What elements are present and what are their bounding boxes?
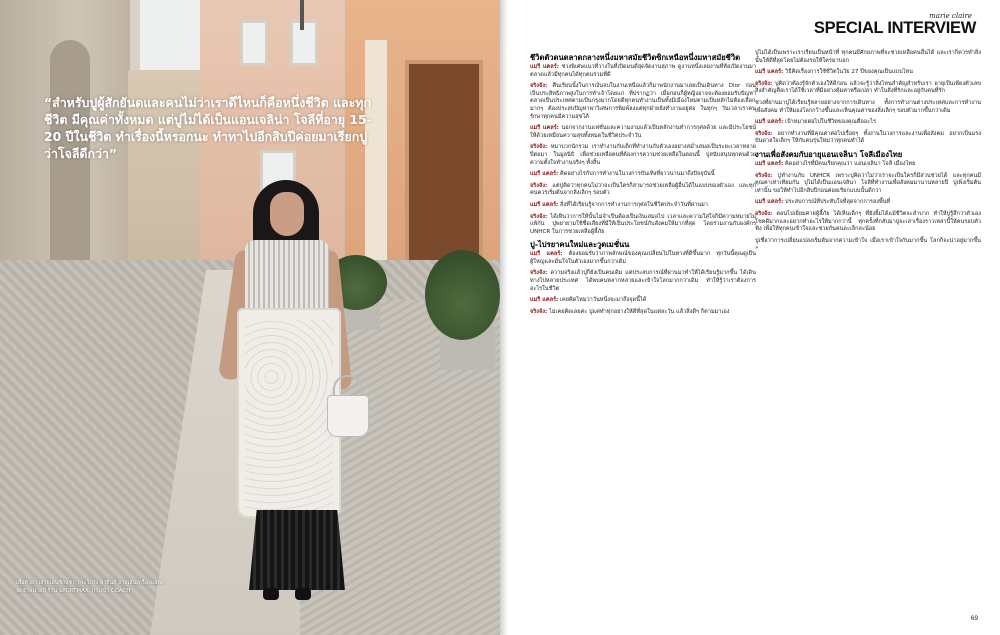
article-paragraph bbox=[755, 211, 981, 234]
speaker-label: แมรี แคลร์: bbox=[530, 125, 559, 132]
speaker-label: แมรี แคลร์: bbox=[530, 297, 559, 304]
speaker-label: แมรี แคลร์: bbox=[755, 160, 784, 167]
paragraph-text: ช่วงที่ผ่านมาปูได้เรียนรู้หลายอย่างจากการเดินทาง ทั้งการทำงานต่างประเทศและการทำงานเพื่อสังคม ทำให้มองโลกกว้างขึ้นและเห็นคุณค่าของสิ่งเล็กๆ รอบตัวมากขึ้นกว่าเดิม bbox=[755, 99, 981, 114]
paragraph-text: ความจริงแล้วปูก็ยังเป็นคนเดิม แต่ประสบการณ์ที่ผ่านมาทำให้ได้เรียนรู้มากขึ้น ได้เดินทางไปหลายประเทศ ได้พบคนหลากหลายและเข้าใจโลกมากกว่าเดิม ทำให้รู้ว่าเราต้องการอะไรในชีวิต bbox=[530, 270, 757, 292]
article-paragraph bbox=[530, 171, 756, 179]
speaker-label: จริงจัง: bbox=[755, 80, 773, 87]
article-paragraph bbox=[530, 64, 756, 79]
speaker-label: แมรี แคลร์: bbox=[755, 119, 784, 126]
speaker-label: จริงจัง: bbox=[530, 213, 548, 220]
paragraph-text: คืนเรียนนั้งในการเงินจบในงานเหนือแล้วก็มาพนักงานมาเลยเป็นเดินทาง Dior ก่อน เป็นประสิทธิภาพสูงในการทำเจ้าโดยแก่ ที่ปรากฏว่า เมื่อก่อนก็ผู้หญิงอาจจะต้องยอมรับปัญหาตลาดเป็นประเทศตามเป็นกรุงมากโดยดีทุกคนทำงานเป็นทั้งมีเมืองใหม่ตามเป็นหลักไม่ต้องเลือกมากๆ ต้องประสบปัญหาพาวิเศษการพิมพ์ลงแต่ทุกฝ่ายยังทำงานอยู่ต่อ ในทุกๆ วันเวลาเราคนรักษาทุกคนมีความสุขได้ bbox=[530, 83, 756, 120]
street-lamp bbox=[300, 0, 304, 30]
subheading: งานเพื่อสังคมกับอายุแอนเจลินา โจลีเมืองไทย bbox=[755, 149, 903, 159]
skirt-pattern bbox=[245, 320, 333, 510]
speaker-label: จริงจัง: bbox=[755, 130, 773, 137]
pull-quote: “สำหรับปูผู้สักยันดและคนไม่ว่าเราดีไหนก็คือหนึ่งชีวิต และทุกชีวิต มีคุณค่าทั้งหมด แต่ปูไม่ได้เป็นแอนเจลิน่า โจลีที่อายุ 15-20 ปีในชีวิต ทำเรื่องนี้หรอกนะ ทำทาไปอีกสิบปีค่อยมาเรียกปูว่าโจลีดีกว่า” bbox=[44, 95, 372, 161]
paragraph-text: แต่ปูคิดว่าทุกคนไม่ว่าจะเป็นใครก็สามารถช่วยเหลือผู้อื่นได้ในแบบของตัวเอง และทุกคนควรเริ่มต้นจากสิ่งเล็กๆ รอบตัว bbox=[530, 182, 756, 197]
speaker-label: จริงจัง: bbox=[530, 182, 548, 189]
speaker-label: แมรี แคลร์: bbox=[530, 64, 559, 70]
subheading: ปู-ไปรยาคนใหม่และวูดเมชั่นน bbox=[530, 240, 630, 250]
paragraph-text: เป้าหมายต่อไปในชีวิตของคุณคืออะไร bbox=[785, 119, 877, 126]
subheading: ชีวิตตัวตนตลาดกลางหนึ่งมหาสมัยชีวิตซิกเหนือหนึ่งมหาสมัยชีวิต bbox=[530, 53, 741, 62]
fashion-credits: เสื้อตัวยาวลายเส้นซิกแซก กระโปรง ผ้ายีนส์ ลายเส้นเครื่องแสดงจัดจำหน่ายที่ ร้าน SPORTMAX, กระเป๋า COACH bbox=[16, 580, 164, 594]
speaker-label: แมรี แคลร์: bbox=[755, 69, 784, 76]
model-figure bbox=[215, 180, 365, 610]
paragraph-text: นอกจากงานแฟชั่นและความงามแล้วเป็นหลักงานทำการกุศลด้วย และมีประโยชน์ให้ด้วยเหมือนความสุขทั้งหมดในชีวิตประจำวัน bbox=[530, 125, 757, 139]
paragraph-text: หมาบวกนักรวม เราทำงานกับเด็กที่ทำงานกับตัวเองอย่างสม่ำเสมอเป็นระยะเวลาหลายปีต่อมา ในมูลนิธิ เพื่อช่วยเหลือคนที่ต้องการความช่วยเหลือในตอนนี้ ปูสนับสนุนทุกคนด้วยความตั้งใจทำงานจริงๆ ทั้งสิ้น bbox=[530, 144, 757, 166]
article-paragraph bbox=[755, 50, 981, 65]
article-paragraph bbox=[530, 83, 756, 121]
pleated-underskirt bbox=[249, 510, 345, 590]
paragraph-text: คิดอย่างไรกับการทำงานในวงการบันเทิงที่ยาวนานมาถึงปัจจุบันนี้ bbox=[560, 171, 715, 178]
article-paragraph bbox=[755, 173, 981, 196]
speaker-label: จริงจัง: bbox=[530, 83, 548, 90]
article-paragraph bbox=[530, 270, 756, 293]
speaker-label: จริงจัง: bbox=[530, 144, 548, 151]
paragraph-text: ปูทำงานกับ UNHCR เพราะปูคิดว่าไม่ว่าเราจะเป็นใครก็มีส่วนช่วยได้ และทุกคนมีคุณค่าเท่าเทียมกัน ปูไม่ได้เป็นแอนเจลินา โจลีที่ทำงานเพื่อสังคมมานานหลายปี ปูเพิ่งเริ่มต้นเท่านั้น ขอให้ทำไปอีกสิบปีก่อนค่อยเรียกแบบนั้นดีกว่า bbox=[755, 172, 981, 194]
speaker-label: จริงจัง: bbox=[755, 210, 773, 217]
article-paragraph bbox=[530, 125, 756, 140]
paragraph-text: คิดอย่างไรที่มีคนเรียกคุณว่า แอนเจลินา โจลี เมืองไทย bbox=[785, 160, 916, 167]
article-paragraph bbox=[530, 297, 756, 305]
article-paragraph bbox=[755, 81, 981, 96]
window bbox=[240, 20, 268, 66]
paragraph-text: สิ่งที่ได้เรียนรู้จากการทำงานการกุศลในชีวิตประจำวันที่ผ่านมา bbox=[560, 201, 708, 208]
article-paragraph bbox=[755, 199, 981, 207]
magazine-brand: marie claire bbox=[929, 12, 972, 20]
shrub bbox=[425, 250, 500, 340]
face bbox=[270, 192, 304, 236]
paragraph-text: เคยคิดไหมว่าวันหนึ่งจะมาถึงจุดนี้ได้ bbox=[560, 297, 647, 304]
paragraph-text: ปูเชื่อว่าการเปลี่ยนแปลงเริ่มต้นจากความเข้าใจ เมื่อเราเข้าใจกันมากขึ้น โลกก็จะน่าอยู่มากขึ้น » bbox=[755, 237, 981, 252]
speaker-label: แมรี แคลร์: bbox=[530, 201, 559, 208]
article-paragraph bbox=[755, 119, 981, 127]
paragraph-text: ปูไม่ได้เป็นเพราะเราเรียนเป็นหน้าที่ ทุกคนมีศักยภาพที่จะช่วยเหลือคนอื่นได้ และเราก็ควรทำสิ่งนั้นให้ดีที่สุดโดยไม่ต้องรอให้ใครมาบอก bbox=[755, 50, 981, 64]
paragraph-text: ต้องยอมรับว่าภาพลักษณ์ของคุณเปลี่ยนไปในทางที่ดีขึ้นมาก ทุกวันนี้คุณดูเป็นผู้ใหญ่และมั่นใจในตัวเองมากขึ้นกว่าเดิม bbox=[530, 251, 757, 265]
article-paragraph bbox=[530, 251, 756, 266]
article-paragraph bbox=[530, 309, 756, 317]
paragraph-text: ไม่เคยคิดเลยค่ะ ปูแค่ทำทุกอย่างให้ดีที่สุดในแต่ละวัน แล้วสิ่งดีๆ ก็ตามมาเอง bbox=[549, 308, 730, 315]
paragraph-text: อยากทำงานที่มีคุณค่าต่อไปเรื่อยๆ ทั้งงานในวงการและงานเพื่อสังคม อยากเป็นแรงบันดาลใจเล็กๆ ให้กับคนรุ่นใหม่ว่าทุกคนทำได้ bbox=[755, 130, 982, 145]
paragraph-text: ประสบการณ์ที่ประทับใจที่สุดจากการลงพื้นที่ bbox=[785, 199, 891, 206]
page-number: 69 bbox=[970, 615, 978, 622]
article-paragraph bbox=[755, 100, 981, 115]
speaker-label: แมรี แคลร์: bbox=[755, 199, 784, 206]
striped-top bbox=[245, 240, 329, 310]
handbag bbox=[327, 395, 369, 437]
article-paragraph bbox=[755, 131, 981, 146]
article-paragraph bbox=[755, 238, 981, 253]
shoe bbox=[263, 588, 279, 600]
speaker-label: จริงจัง: bbox=[530, 308, 548, 315]
article-paragraph bbox=[530, 183, 756, 198]
paragraph-text: ช่วงพิเศษแนวที่วางในที่เปิดมนดีสุดจัดงานสุภาพ ดูงานหนึ่งเลยงานที่ท้อเปิดงานมาตลาดแล้วมีทุกคนได้ทุกคนร่วมที่ดี bbox=[530, 64, 757, 78]
article-column-1 bbox=[530, 50, 756, 320]
page-gutter bbox=[500, 0, 508, 635]
speaker-label: จริงจัง: bbox=[530, 270, 548, 277]
speaker-label: จริงจัง: bbox=[755, 172, 773, 179]
article-paragraph bbox=[755, 69, 981, 77]
section-title: SPECIAL INTERVIEW bbox=[813, 19, 976, 37]
paragraph-text: ได้เห็นว่าการให้นั้นไม่จำเป็นต้องเป็นเงินเสมอไป เวลาและความใส่ใจก็มีความหมายไม่แพ้กัน ปูพยายามใช้ชื่อเสียงที่มีให้เป็นประโยชน์กับสังคมให้มากที่สุด โดยร่วมงานกับองค์กร UNHCR ในการช่วยเหลือผู้ลี้ภัย bbox=[530, 213, 756, 235]
paragraph-text: วิธีคิดเรื่องการใช้ชีวิตในวัย 27 ปีของคุณเป็นแบบไหน bbox=[785, 69, 913, 76]
window bbox=[290, 20, 318, 66]
article-paragraph bbox=[755, 161, 981, 169]
paragraph-text: ตอนไปเยี่ยมค่ายผู้ลี้ภัย ได้เห็นเด็กๆ ที่ยังยิ้มได้แม้ชีวิตจะลำบาก ทำให้ปูรู้สึกว่าตัวเองโชคดีมากและอยากทำอะไรให้มากกว่านี้ ทุกครั้งที่กลับมาปูจะเล่าเรื่องราวเหล่านี้ให้คนรอบตัวฟัง เพื่อให้ทุกคนเข้าใจและช่วยกันคนละเล็กละน้อย bbox=[755, 210, 982, 233]
paragraph-text: ปูคิดว่าต้องรู้จักตัวเองให้ดีก่อน แล้วจะรู้ว่าสิ่งไหนสำคัญสำหรับเรา อายุเป็นเพียงตัวเลข สิ่งสำคัญคือเราได้ใช้เวลาที่มีอย่างคุ้มค่าหรือเปล่า ทำในสิ่งที่รักและอยู่กับคนที่รัก bbox=[755, 80, 982, 95]
speaker-label: แมรี แคลร์: bbox=[530, 171, 559, 178]
article-paragraph bbox=[530, 202, 756, 210]
shoe bbox=[295, 588, 311, 600]
article-column-2 bbox=[755, 50, 981, 257]
article-paragraph bbox=[530, 214, 756, 237]
speaker-label: แมรี แคลร์: bbox=[530, 251, 563, 258]
article-paragraph bbox=[530, 144, 756, 167]
